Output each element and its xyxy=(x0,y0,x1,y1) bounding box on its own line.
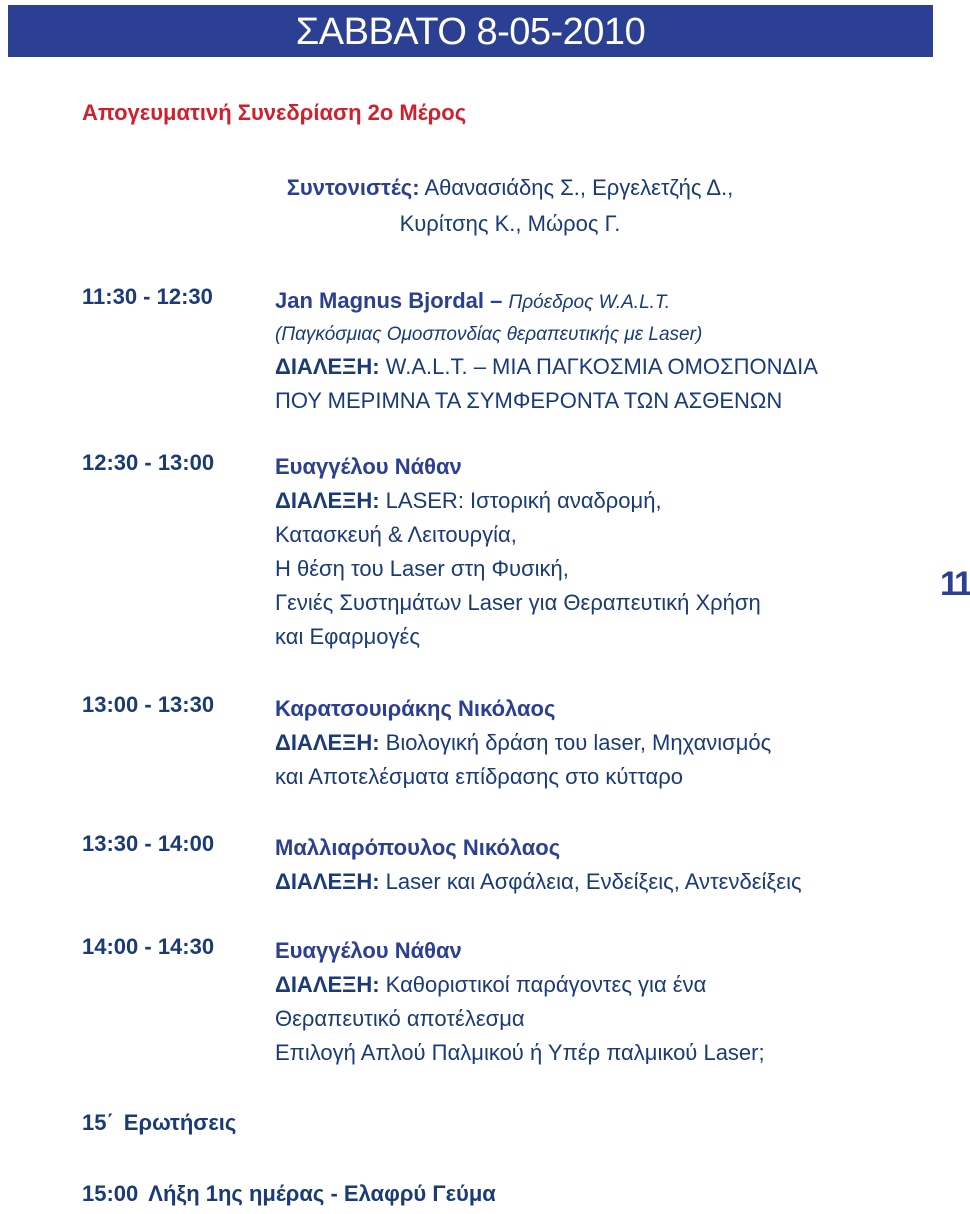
speaker-name: Καρατσουιράκης Νικόλαος xyxy=(275,696,556,721)
closing-line xyxy=(82,1181,496,1207)
page-number: 11 xyxy=(940,565,970,603)
time-slot: 11:30 - 12:30 xyxy=(82,284,213,309)
questions-duration: 15΄ xyxy=(82,1110,114,1135)
lecture-line: και Εφαρμογές xyxy=(275,624,420,649)
chairs-line-1: Αθανασιάδης Σ., Εργελετζής Δ., xyxy=(424,175,734,200)
lecture-line: Η θέση του Laser στη Φυσική, xyxy=(275,556,569,581)
speaker-role-detail: (Παγκόσμιας Ομοσπονδίας θεραπευτικής με Laser) xyxy=(275,324,703,345)
lecture-line: Επιλογή Απλού Παλμικού ή Υπέρ παλμικού Laser; xyxy=(275,1040,765,1065)
time-slot: 13:30 - 14:00 xyxy=(82,831,215,856)
lecture-line: LASER: Ιστορική αναδρομή, xyxy=(385,488,662,513)
page-title: ΣΑΒΒΑΤΟ 8-05-2010 xyxy=(295,11,646,53)
lecture-line: Θεραπευτικό αποτέλεσμα xyxy=(275,1006,525,1031)
session-title: Απογευματινή Συνεδρίαση 2ο Μέρος xyxy=(82,100,467,125)
lecture-label: ΔΙΑΛΕΞΗ: xyxy=(275,488,380,513)
lecture-line: Καθοριστικοί παράγοντες για ένα xyxy=(385,972,707,997)
speaker-role: Πρόεδρος W.A.L.T. xyxy=(508,292,671,313)
lecture-label: ΔΙΑΛΕΞΗ: xyxy=(275,730,380,755)
speaker-name: Ευαγγέλου Νάθαν xyxy=(275,454,462,479)
time-slot: 12:30 - 13:00 xyxy=(82,450,215,475)
lecture-line: Κατασκευή & Λειτουργία, xyxy=(275,522,517,547)
closing-time: 15:00 xyxy=(82,1181,139,1206)
chairs-line-2: Κυρίτσης Κ., Μώρος Γ. xyxy=(399,211,621,236)
questions-label: Ερωτήσεις xyxy=(123,1110,237,1135)
lecture-line: Βιολογική δράση του laser, Μηχανισμός xyxy=(385,730,772,755)
time-slot: 14:00 - 14:30 xyxy=(82,934,215,959)
header-bar xyxy=(8,5,933,57)
lecture-line: Γενιές Συστημάτων Laser για Θεραπευτική Χρήση xyxy=(275,590,761,615)
lecture-line: ΠΟΥ ΜΕΡΙΜΝΑ ΤΑ ΣΥΜΦΕΡΟΝΤΑ ΤΩΝ ΑΣΘΕΝΩΝ xyxy=(275,388,783,413)
time-slot: 13:00 - 13:30 xyxy=(82,692,215,717)
questions-line xyxy=(82,1110,236,1136)
lecture-label: ΔΙΑΛΕΞΗ: xyxy=(275,869,380,894)
lecture-label: ΔΙΑΛΕΞΗ: xyxy=(275,972,380,997)
closing-label: Λήξη 1ης ημέρας - Ελαφρύ Γεύμα xyxy=(148,1181,496,1206)
chairs-label: Συντονιστές: xyxy=(286,175,420,200)
lecture-label: ΔΙΑΛΕΞΗ: xyxy=(275,354,380,379)
lecture-line: W.A.L.T. – ΜΙΑ ΠΑΓΚΟΣΜΙΑ ΟΜΟΣΠΟΝΔΙΑ xyxy=(385,354,818,379)
lecture-line: Laser και Ασφάλεια, Ενδείξεις, Αντενδείξεις xyxy=(385,869,802,894)
speaker-dash: – xyxy=(484,288,509,313)
speaker-name: Jan Magnus Bjordal xyxy=(275,288,485,313)
chairs-block xyxy=(230,170,790,242)
speaker-name: Ευαγγέλου Νάθαν xyxy=(275,938,462,963)
speaker-name: Μαλλιαρόπουλος Νικόλαος xyxy=(275,835,561,860)
lecture-line: και Αποτελέσματα επίδρασης στο κύτταρο xyxy=(275,764,683,789)
